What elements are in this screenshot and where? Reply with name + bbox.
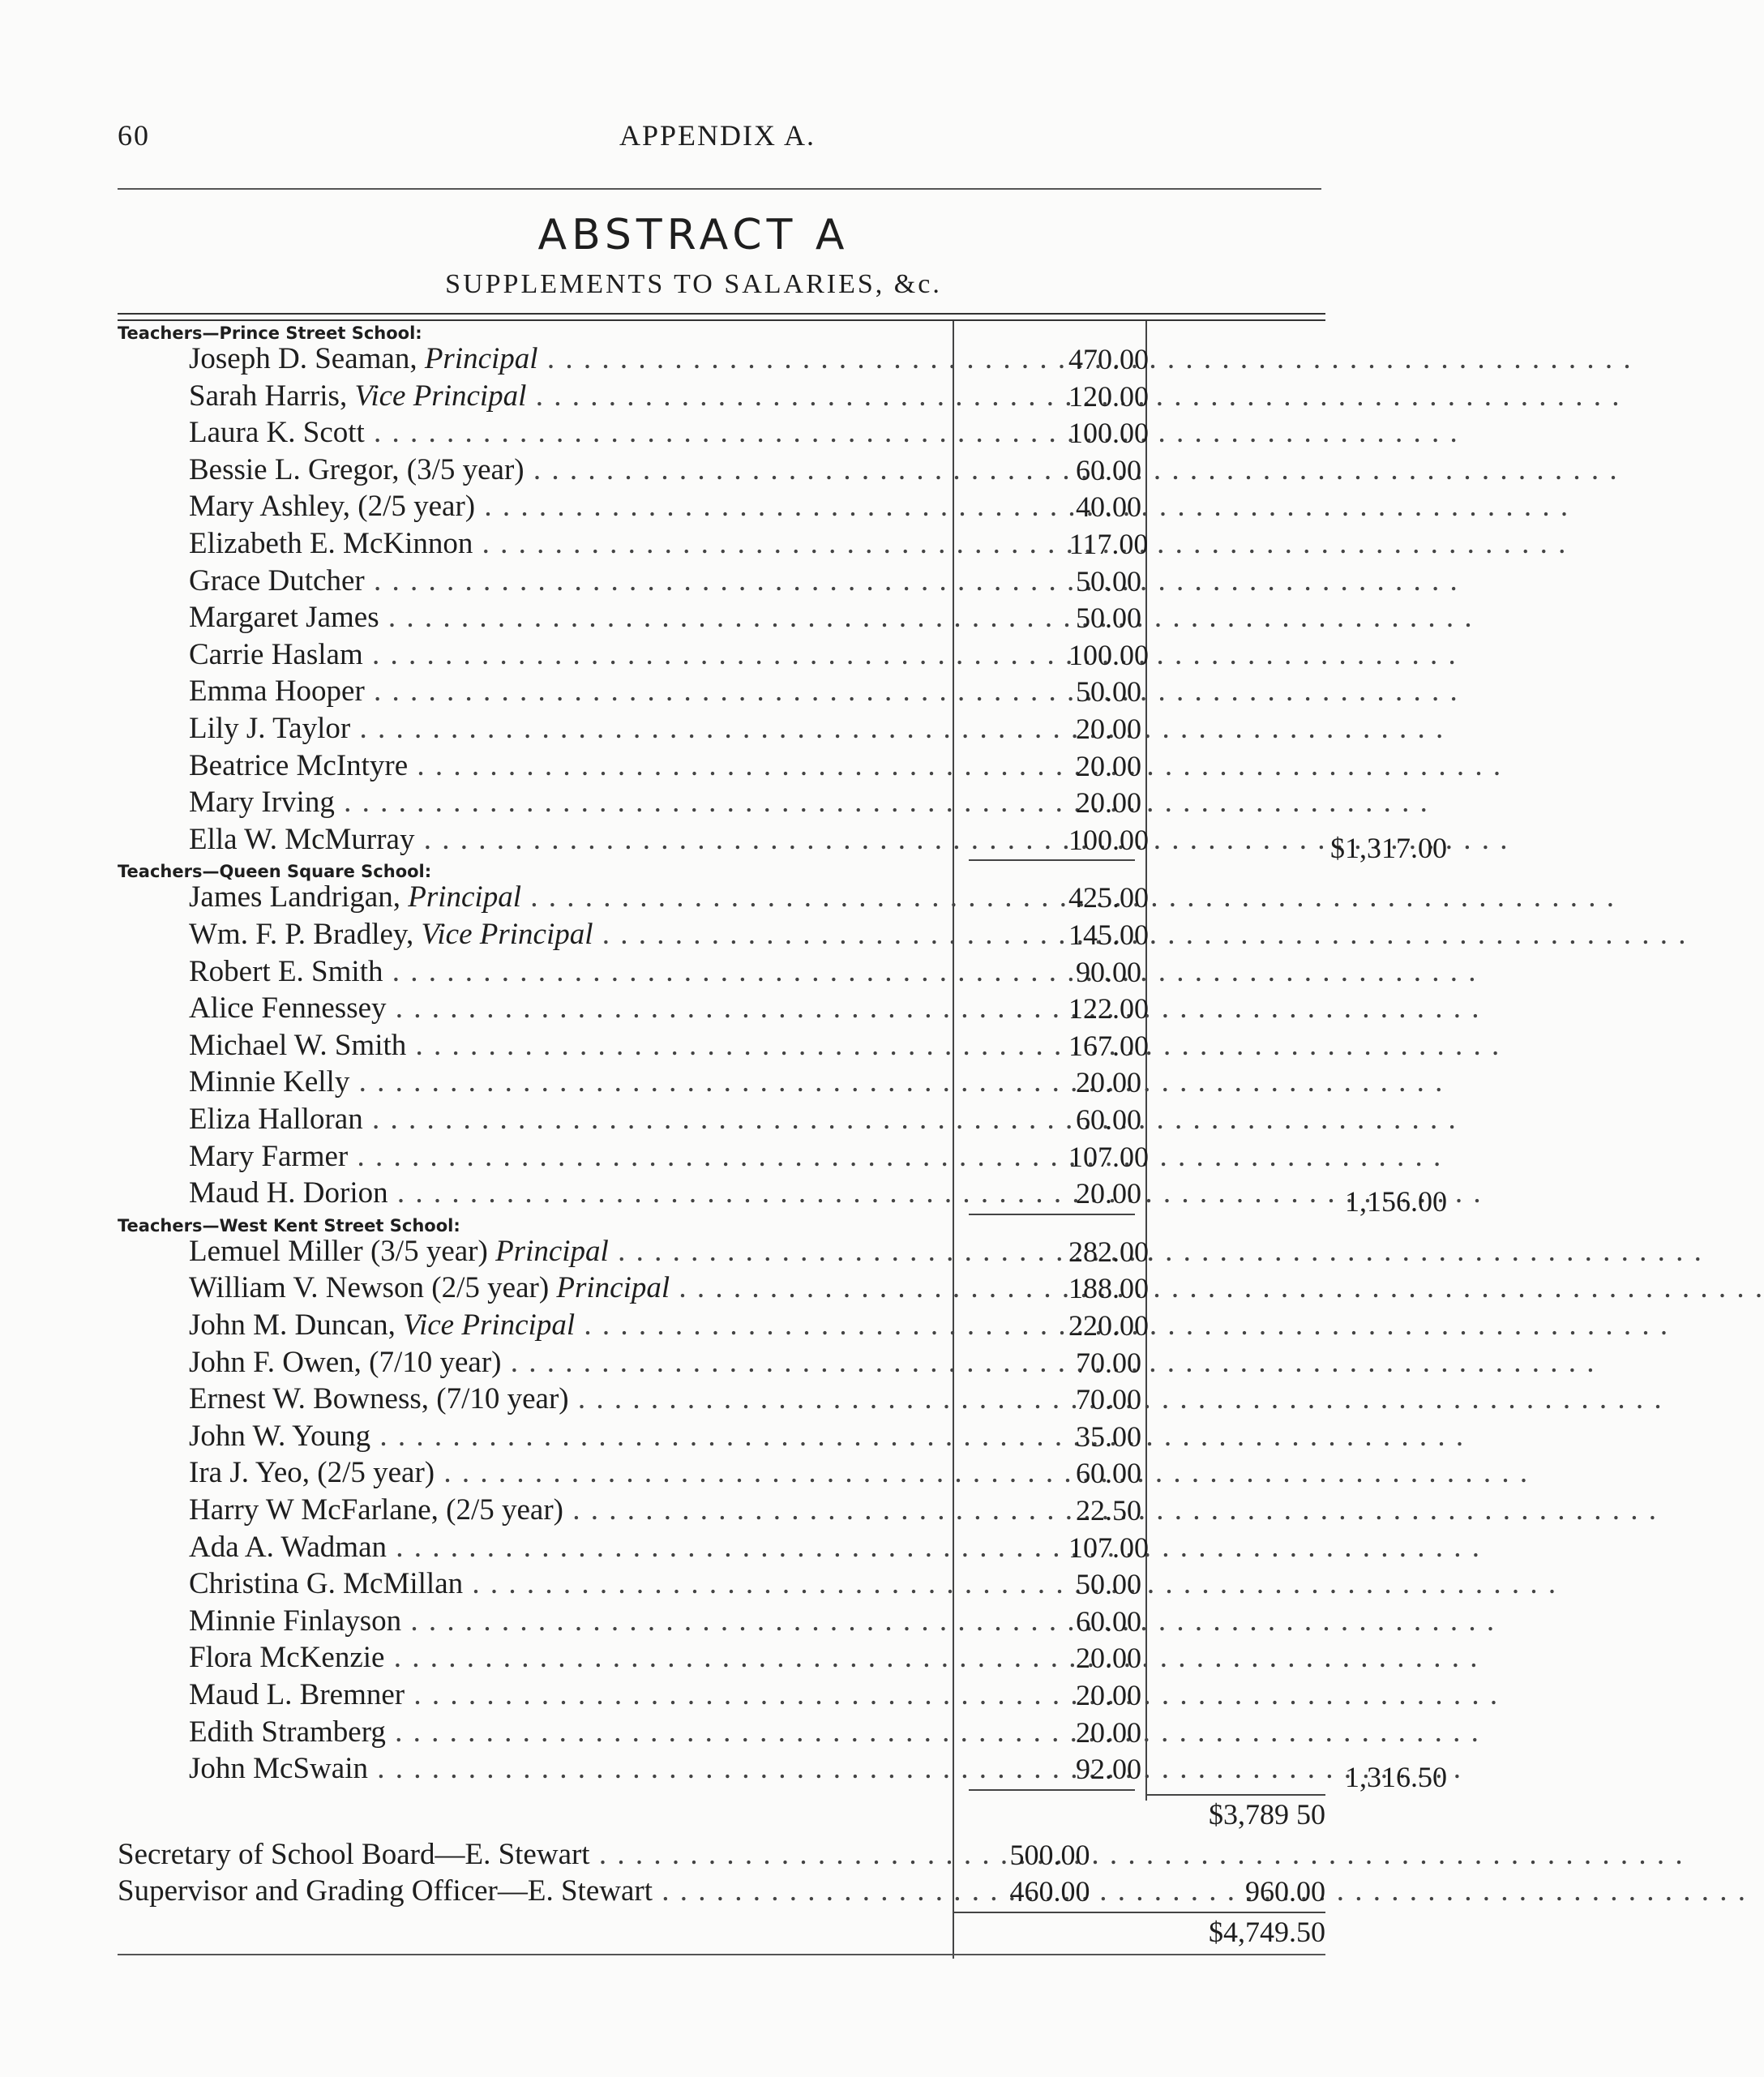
teacher-name: Christina G. McMillan . . . [189, 1565, 1056, 1603]
supplement-amount: 50.00 [1076, 1568, 1141, 1601]
teacher-name: Ernest W. Bowness, (7/10 year) . . . [189, 1381, 1056, 1418]
teacher-name: Ella W. McMurray . . . [189, 821, 1056, 859]
teacher-name: Harry W McFarlane, (2/5 year) . . . [189, 1492, 1056, 1529]
table-row [118, 488, 1325, 525]
supplement-amount: 188.00 [1068, 1272, 1149, 1305]
supplement-amount: 20.00 [1076, 1177, 1141, 1210]
teacher-name: Sarah Harris, Vice Principal . . . [189, 378, 1056, 415]
teachers-grand-total: $3,789 50 [1209, 1797, 1325, 1831]
table-row [118, 1233, 1325, 1270]
supplement-amount: 70.00 [1076, 1383, 1141, 1416]
supplement-amount: 107.00 [1068, 1531, 1149, 1564]
teacher-name: Ada A. Wadman . . . [189, 1529, 1056, 1566]
table-row [118, 378, 1325, 415]
section-heading: Teachers—Prince Street School: [118, 323, 422, 343]
supplement-amount: 70.00 [1076, 1346, 1141, 1379]
teacher-name: Minnie Kelly . . . [189, 1064, 1056, 1101]
supplement-amount: 282.00 [1068, 1235, 1149, 1268]
abstract-title: ABSTRACT A [537, 211, 850, 259]
table-row [118, 599, 1325, 636]
teacher-name: John M. Duncan, Vice Principal . . . [189, 1307, 1056, 1344]
table-row [118, 414, 1325, 452]
supplement-amount: 145.00 [1068, 919, 1149, 951]
teacher-role: Vice Principal [354, 379, 527, 413]
teacher-role: Principal [408, 880, 521, 914]
table-row [118, 673, 1325, 710]
table-row [118, 879, 1325, 916]
table-bottom-rule [118, 1954, 1325, 1955]
table-row [118, 953, 1325, 991]
section-heading: Teachers—Queen Square School: [118, 862, 432, 882]
teacher-role: Principal [424, 342, 538, 375]
supplement-amount: 40.00 [1076, 490, 1141, 524]
supplement-amount: 22.50 [1076, 1494, 1141, 1527]
teacher-name: Wm. F. P. Bradley, Vice Principal . . . [189, 916, 1056, 953]
teacher-name: Minnie Finlayson . . . [189, 1603, 1056, 1640]
teacher-name: Lily J. Taylor . . . [189, 710, 1056, 747]
table-row [118, 784, 1325, 821]
teacher-name: Margaret James . . . [189, 599, 1056, 636]
table-row [118, 1603, 1325, 1640]
teacher-name: Mary Farmer . . . [189, 1138, 1056, 1176]
officer-row [118, 1836, 1325, 1874]
table-row [118, 1492, 1325, 1529]
table-row [118, 710, 1325, 747]
grand-total: $4,749.50 [1209, 1916, 1325, 1948]
table-row [118, 1639, 1325, 1677]
supplement-amount: 20.00 [1076, 1642, 1141, 1675]
supplement-amount: 122.00 [1068, 992, 1149, 1026]
supplement-amount: 107.00 [1068, 1140, 1149, 1173]
supplement-amount: 20.00 [1076, 749, 1141, 782]
table-row [118, 1565, 1325, 1603]
section-total: 1,156.00 [1345, 1185, 1447, 1218]
running-head [118, 118, 1317, 159]
table-row [118, 1307, 1325, 1344]
table-row [118, 1454, 1325, 1492]
supplement-amount: 50.00 [1076, 675, 1141, 709]
supplement-amount: 60.00 [1076, 1457, 1141, 1490]
table-row [118, 1529, 1325, 1566]
officer-amount: 500.00 [1009, 1838, 1090, 1871]
teacher-name: John W. Young . . . [189, 1418, 1056, 1455]
supplement-amount: 100.00 [1068, 823, 1149, 856]
teacher-name: Elizabeth E. McKinnon . . . [189, 525, 1056, 563]
teacher-name: Emma Hooper . . . [189, 673, 1056, 710]
supplement-amount: 167.00 [1068, 1029, 1149, 1062]
teacher-name: Flora McKenzie . . . [189, 1639, 1056, 1677]
subtotal-rule [969, 859, 1135, 861]
supplement-amount: 92.00 [1076, 1753, 1141, 1786]
table-row [118, 1750, 1447, 1794]
table-row [118, 1677, 1325, 1714]
table-row [118, 563, 1325, 600]
teacher-name: John F. Owen, (7/10 year) . . . [189, 1344, 1056, 1381]
officer-amount: 460.00 [1009, 1875, 1090, 1908]
teacher-name: Joseph D. Seaman, Principal . . . [189, 340, 1056, 378]
teacher-name: Carrie Haslam . . . [189, 636, 1056, 674]
table-row [118, 1270, 1325, 1307]
officer-name: Secretary of School Board—E. Stewart . . . [118, 1836, 985, 1874]
supplement-amount: 470.00 [1068, 343, 1149, 375]
table-row [118, 1175, 1447, 1218]
officer-name: Supervisor and Grading Officer—E. Stewart . . . [118, 1873, 985, 1910]
teacher-role: Principal [556, 1271, 670, 1305]
supplement-amount: 60.00 [1076, 1103, 1141, 1136]
table-row [118, 1101, 1325, 1138]
table-row [118, 1027, 1325, 1064]
page-number: 60 [118, 119, 150, 152]
supplement-amount: 100.00 [1068, 638, 1149, 671]
teacher-name: Beatrice McIntyre . . . [189, 747, 1056, 785]
teacher-name: Eliza Halloran . . . [189, 1101, 1056, 1138]
subtotal-rule [969, 1789, 1135, 1791]
supplement-amount: 20.00 [1076, 1715, 1141, 1749]
teacher-name: Ira J. Yeo, (2/5 year) . . . [189, 1454, 1056, 1492]
teacher-role: Vice Principal [403, 1308, 576, 1342]
supplement-amount: 60.00 [1076, 453, 1141, 486]
supplement-amount: 20.00 [1076, 1679, 1141, 1711]
page-title: APPENDIX A. [619, 119, 816, 152]
table-row [118, 340, 1325, 378]
header-rule [118, 188, 1321, 190]
section-total: $1,317.00 [1330, 831, 1447, 864]
teacher-name: John McSwain . . . [189, 1750, 1056, 1788]
supplement-amount: 117.00 [1068, 528, 1149, 560]
section-heading: Teachers—West Kent Street School: [118, 1215, 460, 1235]
abstract-subtitle: SUPPLEMENTS TO SALARIES, &c. [445, 269, 942, 299]
officer-row [118, 1873, 1325, 1910]
supplement-amount: 120.00 [1068, 379, 1149, 413]
abstract-table [118, 313, 1447, 1979]
supplement-amount: 60.00 [1076, 1604, 1141, 1638]
teacher-name: Grace Dutcher . . . [189, 563, 1056, 600]
supplement-amount: 20.00 [1076, 1066, 1141, 1099]
table-row [118, 747, 1325, 785]
teacher-name: Maud H. Dorion . . . [189, 1175, 1056, 1212]
section-total: 1,316.50 [1345, 1761, 1447, 1794]
supplement-amount: 50.00 [1076, 602, 1141, 635]
teacher-name: Lemuel Miller (3/5 year) Principal . . . [189, 1233, 1056, 1270]
teacher-name: James Landrigan, Principal . . . [189, 879, 1056, 916]
subtotal-rule [969, 1214, 1135, 1215]
table-row [118, 1344, 1325, 1381]
teacher-name: Alice Fennessey . . . [189, 990, 1056, 1027]
teacher-name: Mary Irving . . . [189, 784, 1056, 821]
teacher-name: Maud L. Bremner . . . [189, 1677, 1056, 1714]
table-row [118, 525, 1325, 563]
table-row [118, 1064, 1325, 1101]
supplement-amount: 220.00 [1068, 1309, 1149, 1342]
supplement-amount: 90.00 [1076, 955, 1141, 988]
table-row [118, 1381, 1325, 1418]
table-row [118, 1138, 1325, 1176]
teacher-name: William V. Newson (2/5 year) Principal . . . [189, 1270, 1056, 1307]
teacher-name: Michael W. Smith . . . [189, 1027, 1056, 1064]
teacher-name: Edith Stramberg . . . [189, 1714, 1056, 1751]
table-row [118, 1418, 1325, 1455]
teacher-name: Robert E. Smith . . . [189, 953, 1056, 991]
supplement-amount: 20.00 [1076, 786, 1141, 820]
table-row [118, 1714, 1325, 1751]
teacher-name: Bessie L. Gregor, (3/5 year) . . . [189, 452, 1056, 489]
supplement-amount: 50.00 [1076, 564, 1141, 597]
supplement-amount: 100.00 [1068, 417, 1149, 450]
table-top-rule [118, 313, 1325, 321]
supplement-amount: 20.00 [1076, 713, 1141, 745]
supplement-amount: 35.00 [1076, 1420, 1141, 1453]
teacher-role: Principal [495, 1234, 609, 1268]
table-row [118, 821, 1447, 864]
officers-total: 960.00 [1245, 1875, 1325, 1908]
teacher-name: Mary Ashley, (2/5 year) . . . [189, 488, 1056, 525]
table-row [118, 990, 1325, 1027]
supplement-amount: 425.00 [1068, 881, 1149, 914]
teacher-role: Vice Principal [421, 918, 593, 951]
table-row [118, 452, 1325, 489]
teacher-name: Laura K. Scott . . . [189, 414, 1056, 452]
table-row [118, 636, 1325, 674]
table-row [118, 916, 1325, 953]
